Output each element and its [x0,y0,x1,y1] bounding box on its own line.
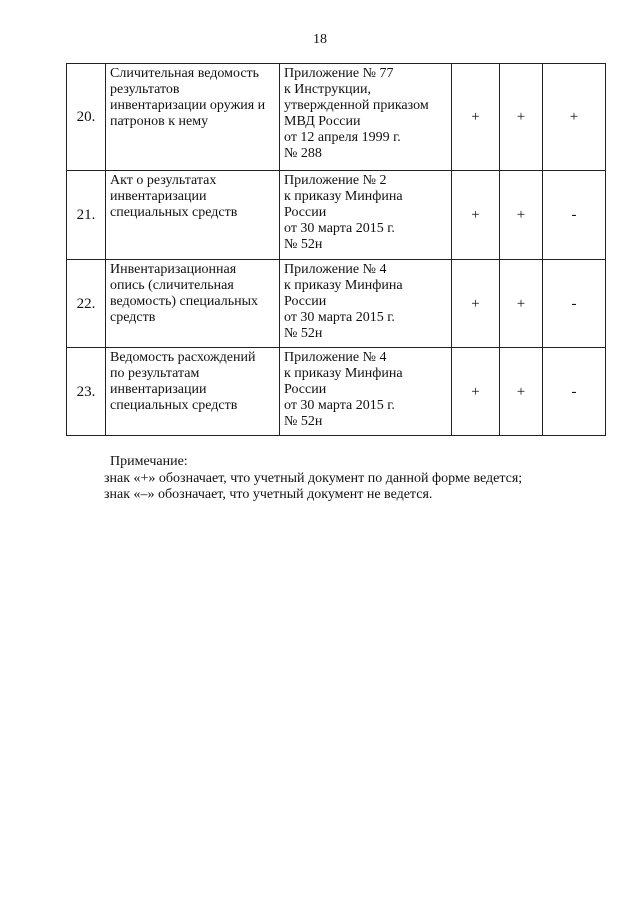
mark-cell: + [452,260,500,348]
document-name-cell [106,171,280,260]
page-number: 18 [313,32,327,47]
document-name-cell [106,260,280,348]
reference-line: от 30 марта 2015 г. [284,398,395,413]
reference-line: Приложение № 4 [284,350,387,365]
mark-cell: + [500,348,543,436]
reference-line: от 30 марта 2015 г. [284,310,395,325]
document-name-line: опись (сличительная [110,278,234,293]
row-number: 23. [67,348,106,436]
document-reference-cell [280,171,452,260]
document-name-line: ведомость) специальных [110,294,259,309]
document-reference-cell [280,260,452,348]
document-name-line: инвентаризации [110,189,207,204]
reference-line: утвержденной приказом [284,98,429,113]
mark-cell: + [452,171,500,260]
table-row [67,348,606,436]
mark-cell: + [500,260,543,348]
reference-line: № 52н [284,414,323,429]
mark-cell: + [500,171,543,260]
document-reference-cell [280,348,452,436]
reference-line: к Инструкции, [284,82,372,97]
note-line: знак «–» обозначает, что учетный документ не ведется. [104,487,433,502]
document-name-line: инвентаризации оружия и [110,98,266,113]
document-name-line: Сличительная ведомость [110,66,260,81]
document-name-line: средств [110,310,156,325]
table-row [67,260,606,348]
document-name-line: патронов к нему [110,114,209,129]
document-name-line: специальных средств [110,398,238,413]
row-number: 21. [67,171,106,260]
reference-line: от 30 марта 2015 г. [284,221,395,236]
reference-line: № 52н [284,237,323,252]
document-name-line: по результатам [110,366,200,381]
reference-line: Приложение № 77 [284,66,394,81]
mark-cell: + [543,64,606,171]
document-forms-table [66,63,606,436]
mark-cell: - [543,260,606,348]
document-name-line: специальных средств [110,205,238,220]
mark-cell: - [543,348,606,436]
document-reference-cell [280,64,452,171]
reference-line: от 12 апреля 1999 г. [284,130,401,145]
reference-line: МВД России [284,114,361,129]
reference-line: России [284,382,327,397]
reference-line: Приложение № 2 [284,173,387,188]
row-number: 22. [67,260,106,348]
mark-cell: + [452,64,500,171]
mark-cell: + [452,348,500,436]
reference-line: к приказу Минфина [284,366,403,381]
reference-line: к приказу Минфина [284,189,403,204]
document-name-line: Инвентаризационная [110,262,237,277]
table-row [67,64,606,171]
document-name-cell [106,348,280,436]
note-title: Примечание: [110,454,188,469]
note-line: знак «+» обозначает, что учетный документ по данной форме ведется; [104,471,523,486]
document-name-line: Акт о результатах [110,173,217,188]
mark-cell: + [500,64,543,171]
reference-line: к приказу Минфина [284,278,403,293]
note-block [104,454,610,503]
document-name-line: Ведомость расхождений [110,350,256,365]
reference-line: № 52н [284,326,323,341]
document-name-line: результатов [110,82,180,97]
mark-cell: - [543,171,606,260]
reference-line: Приложение № 4 [284,262,387,277]
reference-line: № 288 [284,146,322,161]
document-name-cell [106,64,280,171]
document-name-line: инвентаризации [110,382,207,397]
reference-line: России [284,205,327,220]
row-number: 20. [67,64,106,171]
reference-line: России [284,294,327,309]
table-row [67,171,606,260]
